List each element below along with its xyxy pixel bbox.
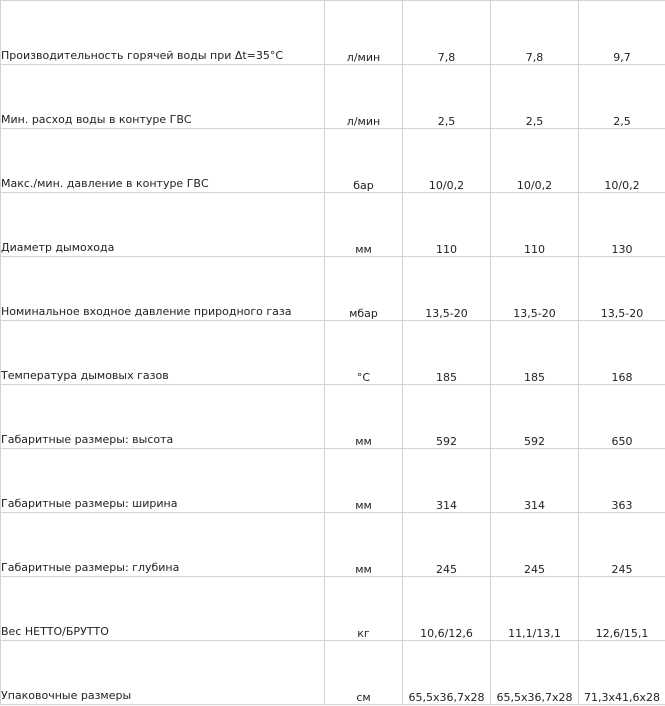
unit-cell: °С [325,321,403,385]
table-row [1,577,665,641]
param-cell [1,449,325,513]
param-cell [1,257,325,321]
param-cell [1,513,325,577]
param-label: Производительность горячей воды при Δt=35°С [1,49,284,62]
param-label: Номинальное входное давление природного газа [1,305,292,318]
param-label: Температура дымовых газов [1,369,169,382]
unit-cell: мм [325,385,403,449]
unit-cell: кг [325,577,403,641]
value-cell-model-3: 168 [579,321,665,385]
param-cell [1,193,325,257]
param-cell [1,641,325,705]
param-label: Макс./мин. давление в контуре ГВС [1,177,209,190]
value-cell-model-3: 9,7 [579,1,665,65]
param-label: Мин. расход воды в контуре ГВС [1,113,192,126]
value-cell-model-3: 71,3x41,6x28 [579,641,665,705]
table-row [1,257,665,321]
value-cell-model-1: 185 [403,321,491,385]
value-cell-model-1: 592 [403,385,491,449]
value-cell-model-1: 245 [403,513,491,577]
param-label: Упаковочные размеры [1,689,132,702]
value-cell-model-2: 592 [491,385,579,449]
value-cell-model-2: 11,1/13,1 [491,577,579,641]
table-row [1,321,665,385]
table-row [1,65,665,129]
value-cell-model-3: 363 [579,449,665,513]
value-cell-model-1: 7,8 [403,1,491,65]
unit-cell: см [325,641,403,705]
value-cell-model-1: 2,5 [403,65,491,129]
table-row [1,129,665,193]
param-label: Вес НЕТТО/БРУТТО [1,625,109,638]
unit-cell: мбар [325,257,403,321]
param-label: Габаритные размеры: высота [1,433,174,446]
specs-table-body [1,1,665,705]
value-cell-model-1: 10,6/12,6 [403,577,491,641]
value-cell-model-1: 110 [403,193,491,257]
value-cell-model-1: 10/0,2 [403,129,491,193]
unit-cell: л/мин [325,1,403,65]
param-cell [1,1,325,65]
unit-cell: мм [325,513,403,577]
value-cell-model-1: 65,5x36,7x28 [403,641,491,705]
value-cell-model-3: 130 [579,193,665,257]
value-cell-model-1: 314 [403,449,491,513]
unit-cell: мм [325,449,403,513]
param-cell [1,577,325,641]
value-cell-model-2: 185 [491,321,579,385]
value-cell-model-2: 10/0,2 [491,129,579,193]
value-cell-model-2: 245 [491,513,579,577]
param-cell [1,65,325,129]
value-cell-model-3: 13,5-20 [579,257,665,321]
unit-cell: бар [325,129,403,193]
value-cell-model-3: 245 [579,513,665,577]
value-cell-model-1: 13,5-20 [403,257,491,321]
value-cell-model-3: 2,5 [579,65,665,129]
value-cell-model-3: 12,6/15,1 [579,577,665,641]
value-cell-model-2: 7,8 [491,1,579,65]
param-cell [1,129,325,193]
value-cell-model-2: 314 [491,449,579,513]
value-cell-model-2: 65,5x36,7x28 [491,641,579,705]
table-row [1,641,665,705]
param-label: Габаритные размеры: ширина [1,497,178,510]
unit-cell: л/мин [325,65,403,129]
table-row [1,385,665,449]
value-cell-model-2: 110 [491,193,579,257]
value-cell-model-2: 2,5 [491,65,579,129]
unit-cell: мм [325,193,403,257]
table-row [1,193,665,257]
param-label: Диаметр дымохода [1,241,115,254]
table-row [1,1,665,65]
table-row [1,449,665,513]
table-row [1,513,665,577]
param-cell [1,321,325,385]
param-label: Габаритные размеры: глубина [1,561,180,574]
param-cell [1,385,325,449]
value-cell-model-3: 10/0,2 [579,129,665,193]
value-cell-model-2: 13,5-20 [491,257,579,321]
value-cell-model-3: 650 [579,385,665,449]
